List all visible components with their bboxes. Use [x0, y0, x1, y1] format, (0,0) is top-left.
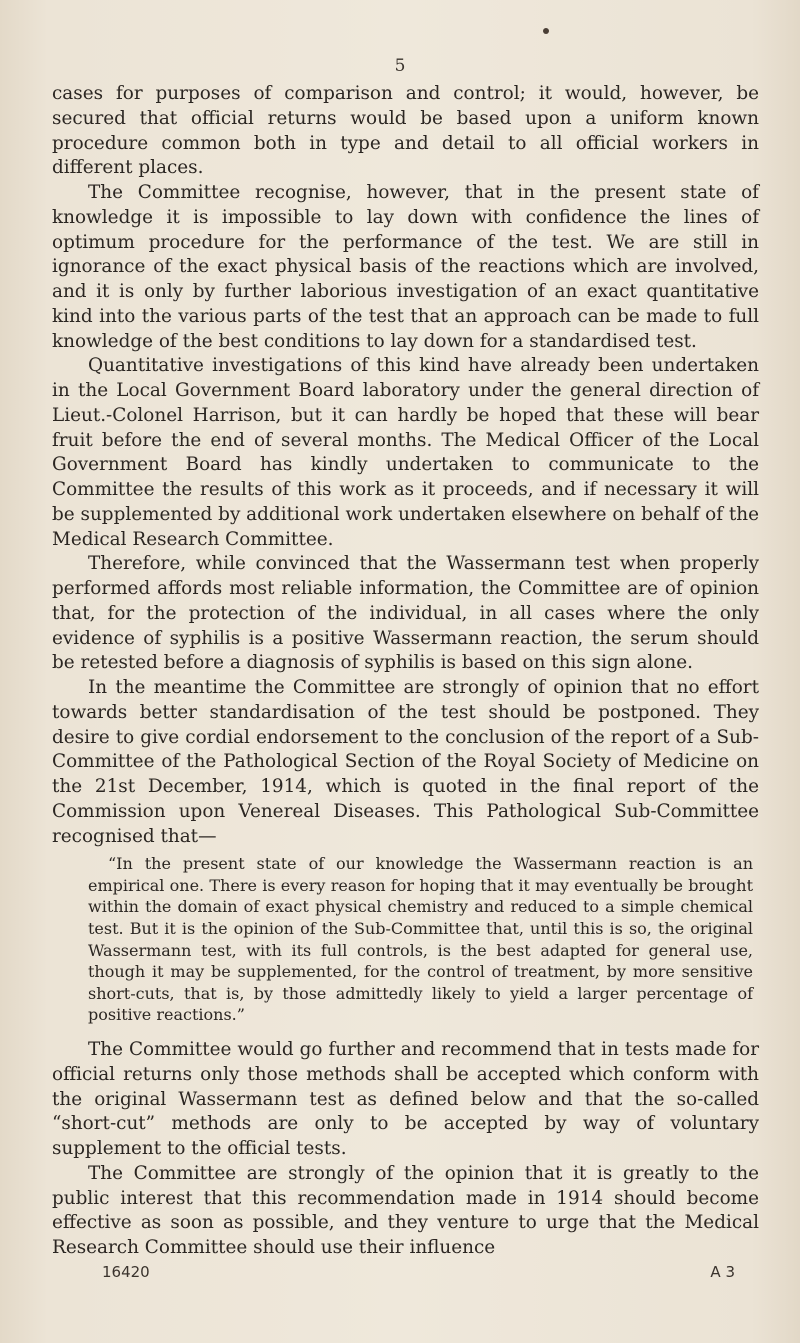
- page-footer: [52, 1263, 759, 1281]
- paragraph-standardisation: In the meantime the Committee are strongly of opinion that no effort towards better standardisation of the test should be postponed. They desire to give cordial endorsement to the conclusion of the report of a Sub-Committee of the Pathological Section of the Royal Society of Medicine on the 21st December, 1914, which is quoted in the final report of the Commission upon Venereal Diseases. This Pathological Sub-Committee recognised that—: [52, 677, 759, 847]
- paragraph-recommendation: The Committee would go further and recommend that in tests made for official returns only those methods shall be accepted which conform with the original Wassermann test as defined below and that the so-called “short-cut” methods are only to be accepted by way of voluntary supplement to the official tests.: [52, 1039, 759, 1159]
- paragraph-public-interest: The Committee are strongly of the opinion that it is greatly to the public interest that this recommendation made in 1914 should become effective as soon as possible, and they venture to urge that the Medical Research Committee should use their influence: [52, 1162, 759, 1258]
- footer-print-code: 16420: [102, 1262, 150, 1281]
- ink-speck: [543, 28, 549, 34]
- paragraph-retest: Therefore, while convinced that the Wassermann test when properly performed affords most reliable information, the Committee are of opinion that, for the protection of the individual, in all cases where the only evidence of syphilis is a positive Wassermann reaction, the serum should be retested before a diagnosis of syphilis is based on this sign alone.: [52, 553, 759, 674]
- footer-signature-mark: A 3: [710, 1262, 735, 1281]
- page-number: 5: [394, 56, 406, 76]
- paragraph-knowledge: The Committee recognise, however, that in the present state of knowledge it is impossible to lay down with confidence the lines of optimum procedure for the performance of the test. We are still in ignorance of the exact physical basis of the reactions which are involved, and it is only by further laborious investigation of an exact quantitative kind into the various parts of the test that an approach can be made to full knowledge of the best conditions to lay down for a standardised test.: [52, 182, 759, 352]
- body-text: [52, 82, 759, 1281]
- paragraph-investigations: Quantitative investigations of this kind have already been undertaken in the Local Government Board laboratory under the general direction of Lieut.-Colonel Harrison, but it can hardly be hoped that these will bear fruit before the end of several months. The Medical Officer of the Local Government Board has kindly undertaken to communicate to the Committee the results of this work as it proceeds, and if necessary it will be supplemented by additional work undertaken elsewhere on behalf of the Medical Research Committee.: [52, 355, 759, 550]
- block-quote: “In the present state of our knowledge the Wassermann reaction is an empirical one. There is every reason for hoping that it may eventually be brought within the domain of exact physical chemistry and reduced to a simple chemical test. But it is the opinion of the Sub-Committee that, until this is so, the original Wassermann test, with its full controls, is the best adapted for general use, though it may be supplemented, for the control of treatment, by more sensitive short-cuts, that is, by those admittedly likely to yield a larger percentage of positive reactions.”: [88, 854, 753, 1025]
- paragraph-continuation: cases for purposes of comparison and control; it would, however, be secured that official returns would be based upon a uniform known procedure common both in type and detail to all official workers in different places.: [52, 83, 759, 179]
